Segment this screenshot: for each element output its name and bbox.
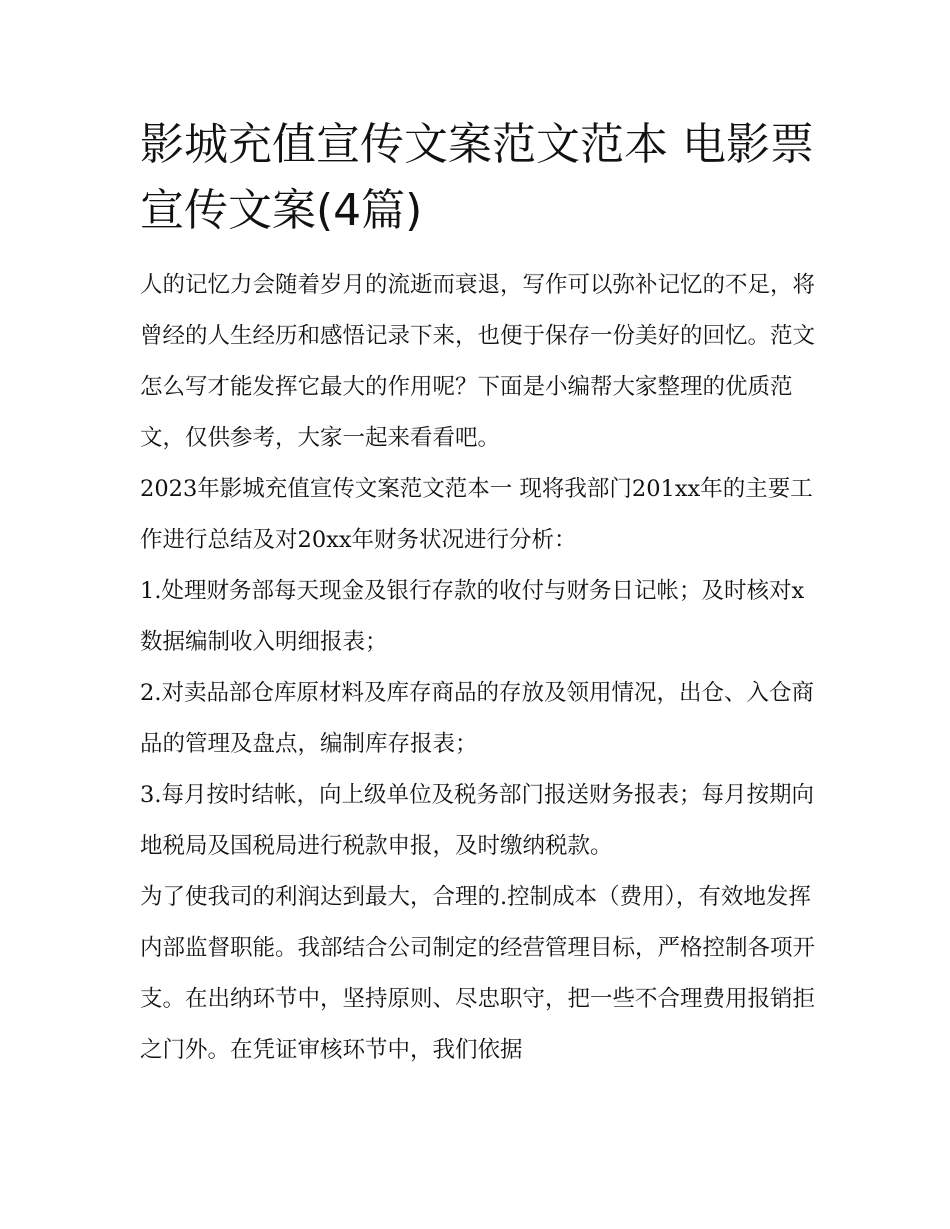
- summary-paragraph: 2023年影城充值宣传文案范文范本一 现将我部门201xx年的主要工作进行总结及对20xx年财务状况进行分析：: [140, 476, 813, 553]
- intro-paragraph: 人的记忆力会随着岁月的流逝而衰退，写作可以弥补记忆的不足，将曾经的人生经历和感悟记录下来，也便于保存一份美好的回忆。范文怎么写才能发挥它最大的作用呢？下面是小编帮大家整理的优质范文，仅供参考，大家一起来看看吧。: [140, 272, 816, 451]
- list-item-2: 2.对卖品部仓库原材料及库存商品的存放及领用情况，出仓、入仓商品的管理及盘点，编制库存报表；: [140, 680, 814, 757]
- cost-control-paragraph: 为了使我司的利润达到最大，合理的.控制成本（费用），有效地发挥内部监督职能。我部结合公司制定的经营管理目标，严格控制各项开支。在出纳环节中，坚持原则、尽忠职守，把一些不合理费用报销拒之门外。在凭证审核环节中，我们依据: [140, 884, 816, 1063]
- document-body: [140, 112, 820, 1076]
- list-item-3: 3.每月按时结帐，向上级单位及税务部门报送财务报表；每月按期向地税局及国税局进行税款申报，及时缴纳税款。: [140, 782, 814, 859]
- page-title: 影城充值宣传文案范文范本 电影票宣传文案(4篇): [140, 119, 814, 236]
- list-item-1: 1.处理财务部每天现金及银行存款的收付与财务日记帐；及时核对x数据编制收入明细报表；: [140, 578, 805, 655]
